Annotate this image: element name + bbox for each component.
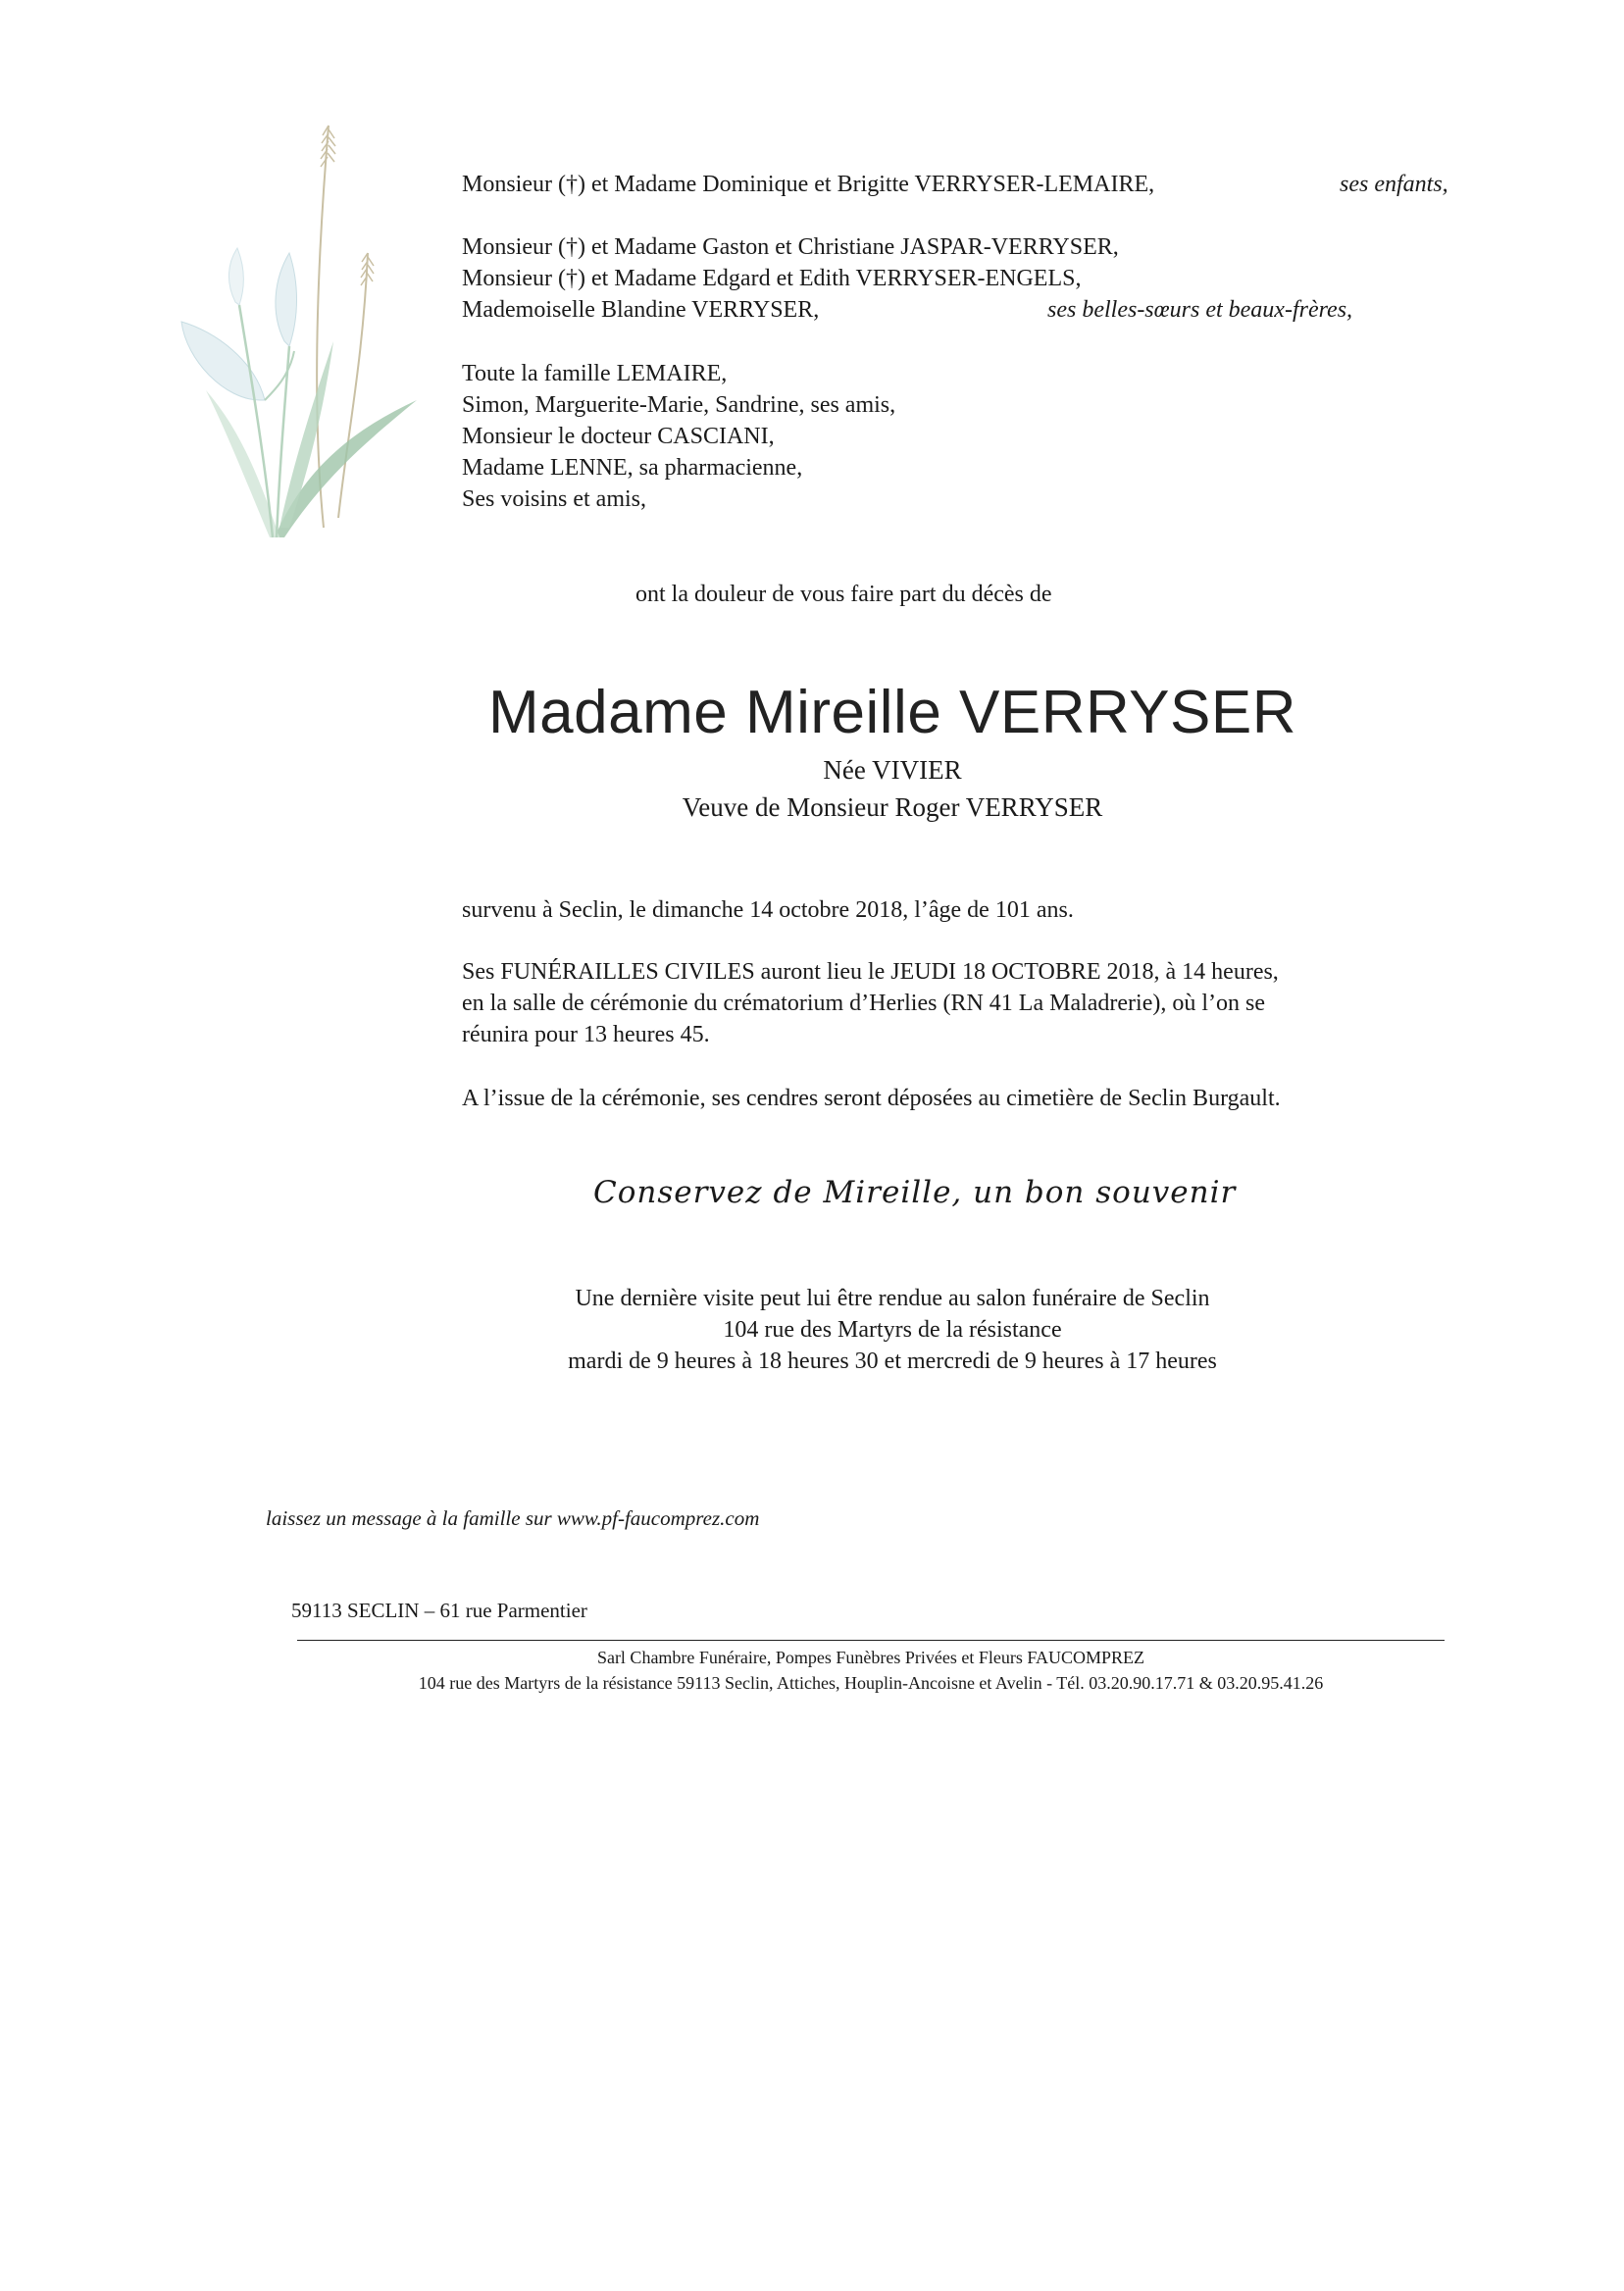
souvenir-line: Conservez de Mireille, un bon souvenir: [593, 1175, 1237, 1210]
other-mourner: Monsieur le docteur CASCIANI,: [462, 424, 775, 449]
other-mourner: Ses voisins et amis,: [462, 486, 647, 512]
floral-decoration: [167, 106, 422, 547]
inlaw-line: Monsieur (†) et Madame Gaston et Christiane JASPAR-VERRYSER,: [462, 234, 1119, 260]
funeral-line: Ses FUNÉRAILLES CIVILES auront lieu le JEUDI 18 OCTOBRE 2018, à 14 heures,: [462, 959, 1279, 985]
footer-contact: 104 rue des Martyrs de la résistance 59113 Seclin, Attiches, Houplin-Ancoisne et Avelin - Tél. 03.20.90.17.71 & 03.20.95.41.26: [418, 1673, 1324, 1693]
announcement: ont la douleur de vous faire part du décès de: [635, 582, 1052, 607]
deceased-name: Madame Mireille VERRYSER: [488, 679, 1296, 746]
inlaw-line: Monsieur (†) et Madame Edgard et Edith VERRYSER-ENGELS,: [462, 266, 1082, 291]
other-mourner: Simon, Marguerite-Marie, Sandrine, ses amis,: [462, 392, 896, 418]
inlaws-role: ses belles-sœurs et beaux-frères,: [1047, 297, 1353, 323]
other-mourner: Toute la famille LEMAIRE,: [462, 361, 728, 386]
death-details: survenu à Seclin, le dimanche 14 octobre 2018, l’âge de 101 ans.: [462, 897, 1074, 923]
inlaw-line: Mademoiselle Blandine VERRYSER,: [462, 297, 820, 323]
funeral-line: réunira pour 13 heures 45.: [462, 1022, 710, 1047]
visit-line: mardi de 9 heures à 18 heures 30 et mercredi de 9 heures à 17 heures: [568, 1349, 1217, 1374]
visit-line: 104 rue des Martyrs de la résistance: [723, 1317, 1062, 1343]
other-mourner: Madame LENNE, sa pharmacienne,: [462, 455, 803, 481]
maiden-name: Née VIVIER: [823, 755, 962, 785]
children-line: Monsieur (†) et Madame Dominique et Brigitte VERRYSER-LEMAIRE,: [462, 172, 1155, 197]
calla-lily-icon: [181, 248, 297, 400]
footer-company: Sarl Chambre Funéraire, Pompes Funèbres Privées et Fleurs FAUCOMPREZ: [596, 1648, 1145, 1667]
children-role: ses enfants,: [1340, 172, 1448, 197]
message-line: laissez un message à la famille sur www.pf-faucomprez.com: [266, 1506, 760, 1530]
ashes-details: A l’issue de la cérémonie, ses cendres seront déposées au cimetière de Seclin Burgault.: [462, 1086, 1281, 1111]
funeral-line: en la salle de cérémonie du crématorium d’Herlies (RN 41 La Maladrerie), où l’on se: [462, 991, 1266, 1016]
widow-of: Veuve de Monsieur Roger VERRYSER: [682, 792, 1103, 822]
visit-line: Une dernière visite peut lui être rendue au salon funéraire de Seclin: [575, 1286, 1210, 1311]
footer-address: 59113 SECLIN – 61 rue Parmentier: [291, 1599, 587, 1622]
footer-divider: [297, 1640, 1445, 1641]
